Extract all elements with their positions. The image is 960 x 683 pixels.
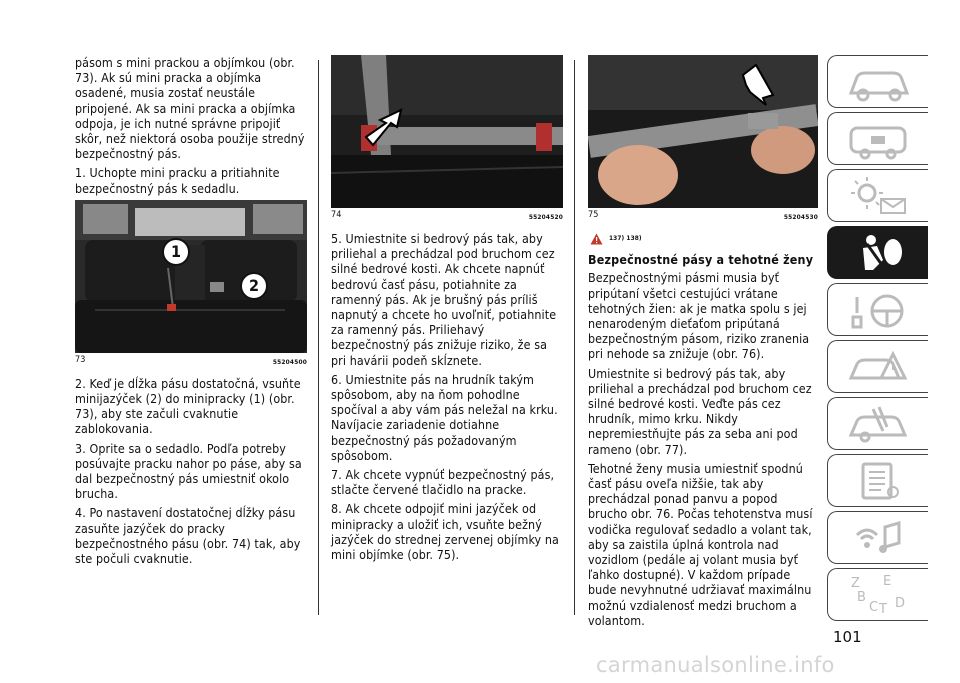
column-divider [318, 60, 319, 615]
figure-74-buckle [331, 55, 563, 208]
figure-caption [75, 355, 307, 368]
column-divider [574, 60, 575, 615]
paragraph: 6. Umiestnite pás na hrudník takým spôsobom, aby na ňom pohodlne spočíval a aby vám pás neležal na krku. Navíjacie zariadenie dotiahne bezpečnostný pás požadovaným spôsobom. [331, 371, 558, 463]
airbag-safety-icon [843, 230, 913, 276]
chapter-tabs [827, 55, 928, 625]
figure-caption [331, 210, 563, 223]
tab-starting-driving[interactable] [827, 283, 928, 336]
figure-number: 74 [331, 210, 342, 220]
paragraph: pásom s mini prackou a objímkou (obr. 73). Ak sú mini pracka a objímka osadené, musia zostať neustále pripojené. Ak sa mini pracka a objímka odpoja, je ich nutné správne pripojiť skôr, než niektorá osoba použije stredný bezpečnostný pás. [75, 55, 305, 162]
section-heading: Bezpečnostné pásy a tehotné ženy [588, 252, 814, 268]
specifications-icon [843, 458, 913, 504]
figure-number: 73 [75, 354, 86, 365]
paragraph: 4. Po nastavení dostatočnej dĺžky pásu zasuňte jazýček do pracky bezpečnostného pásu (obr. 74) tak, aby ste počuli cvaknutie. [75, 505, 301, 567]
letter-d: D [895, 595, 906, 611]
paragraph: 7. Ak chcete vypnúť bezpečnostný pás, stlačte červené tlačidlo na pracke. [331, 467, 555, 498]
figure-code: 55204520 [528, 213, 563, 221]
paragraph: Bezpečnostnými pásmi musia byť pripútaní všetci cestujúci vrátane tehotných žien: ak je matka spolu s jej nenarodeným dieťaťom pripútaná bezpečnostným pásom, riziko zranenia pri nehode sa znižuje (obr. 76). [588, 270, 810, 362]
paragraph: 2. Keď je dĺžka pásu dostatočná, vsuňte minijazýček (2) do minipracky (1) (obr. 73), aby ste začuli cvaknutie zablokovania. [75, 375, 301, 437]
text-column-2 [331, 55, 563, 566]
letter-b: B [857, 589, 866, 605]
paragraph: Tehotné ženy musia umiestniť spodnú časť pásu oveľa nižšie, tak aby prechádzal ponad panvu a popod brucho obr. 76. Počas tehotenstva musí vodička regulovať sedadlo a volant tak, aby sa zaistila úplná kontrola nad vozidlom (pedále aj volant musia byť ľahko dostupné). V každom prípade bude nevyhnutné udržiavať maximálnu možnú vzdialenosť medzi bruchom a volantom. [588, 460, 813, 628]
tab-car-dashboard[interactable] [827, 55, 928, 108]
tab-index[interactable] [827, 568, 928, 621]
paragraph: 3. Oprite sa o sedadlo. Podľa potreby posúvajte pracku nahor po páse, aby sa dal bezpečnostný pás umiestniť okolo brucha. [75, 440, 302, 502]
page-number: 101 [833, 628, 862, 646]
paragraph: 5. Umiestnite si bedrový pás tak, aby priliehal a prechádzal pod bruchom cez silné bedrové kosti. Ak chcete napnúť bedrovú časť pásu, potiahnite za ramenný pás. Ak je brušný pás príliš napnutý a chcete ho uvoľniť, potiahnite za ramenný pás. Priliehavý bezpečnostný pás znižuje riziko, že sa pri havárii podeň skĺznete. [331, 231, 557, 368]
callout-2: 2 [240, 272, 268, 300]
letter-z: Z [851, 575, 860, 591]
paragraph: 8. Ak chcete odpojiť mini jazýček od minipracky a uložiť ich, vsuňte bežný jazýček do strednej zervenej objímky na mini objímke (obr. 75). [331, 501, 559, 563]
figure-number: 75 [588, 210, 599, 220]
tab-warning-lights[interactable] [827, 169, 928, 222]
text-column-1 [75, 55, 307, 570]
tab-multimedia[interactable] [827, 511, 928, 564]
watermark: carmanualsonline.info [596, 653, 835, 677]
alphabetical-index-icon [843, 572, 913, 618]
callout-1: 1 [162, 238, 190, 266]
tab-safety[interactable] [827, 226, 928, 279]
car-key-icon [843, 116, 913, 162]
paragraph: 1. Uchopte mini pracku a pritiahnite bezpečnostný pás k sedadlu. [75, 165, 280, 196]
steering-wheel-icon [843, 287, 913, 333]
figure-caption [588, 210, 818, 223]
warning-refs: 137) 138) [609, 234, 642, 242]
figure-73-rear-seat [75, 200, 307, 353]
tab-car-key[interactable] [827, 112, 928, 165]
warning-triangle-icon [590, 233, 603, 245]
figure-code: 55204500 [272, 357, 307, 366]
breakdown-icon [843, 344, 913, 390]
tab-emergency[interactable] [827, 340, 928, 393]
warning-reference [590, 231, 818, 246]
tab-maintenance[interactable] [827, 397, 928, 450]
text-column-3 [588, 55, 818, 632]
car-dashboard-icon [843, 59, 913, 105]
paragraph: Umiestnite si bedrový pás tak, aby priliehal a prechádzal pod bruchom cez silné bedrové kosti. Veďte pás cez hrudník, mimo krku. Nikdy nepremiestňujte pás za seba ani pod rameno (obr. 77). [588, 365, 812, 457]
multimedia-icon [843, 515, 913, 561]
warning-lights-icon [843, 173, 913, 219]
letter-e: E [883, 573, 892, 589]
maintenance-icon [843, 401, 913, 447]
letter-t: T [879, 601, 887, 617]
figure-code: 55204530 [783, 213, 818, 221]
figure-75-mini-buckle [588, 55, 818, 208]
letter-c: C [869, 599, 879, 615]
tab-technical-data[interactable] [827, 454, 928, 507]
